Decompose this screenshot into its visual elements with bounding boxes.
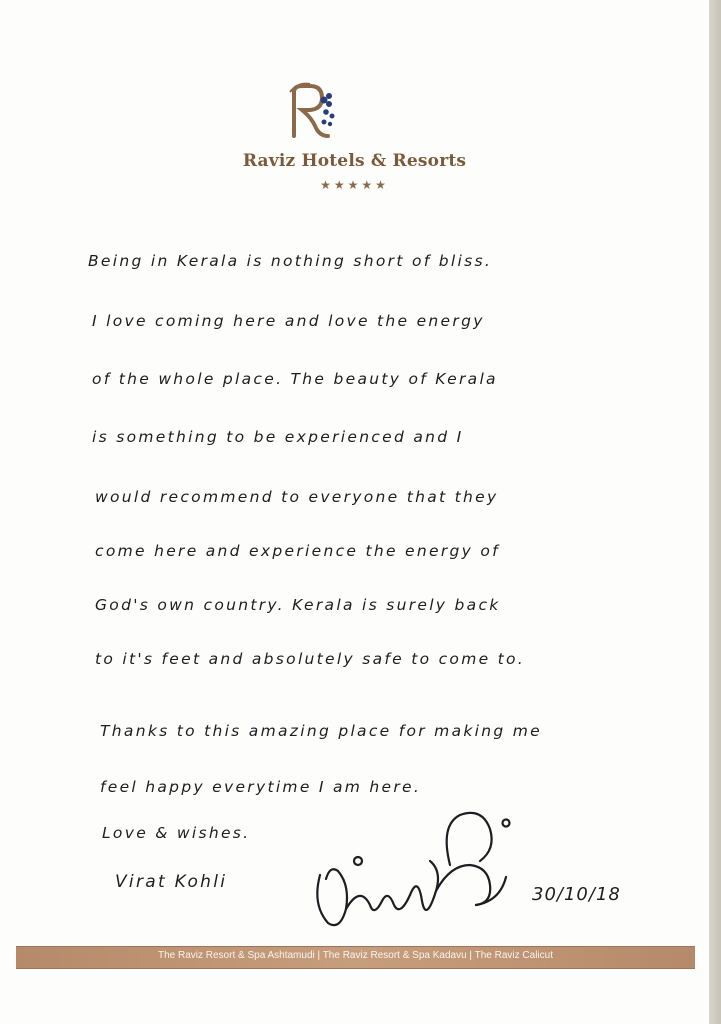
star-rating: ★★★★★	[320, 178, 389, 192]
letter-line-7: God's own country. Kerala is surely back	[95, 596, 501, 614]
brand-name: Raviz Hotels & Resorts	[242, 151, 467, 171]
raviz-logo-icon	[280, 78, 340, 144]
letter-line-3: of the whole place. The beauty of Kerala	[92, 370, 498, 388]
footer-bar	[16, 946, 695, 969]
signer-name: Virat Kohli	[115, 872, 228, 892]
letter-line-5: would recommend to everyone that they	[95, 488, 499, 506]
handwritten-signature-icon	[300, 805, 530, 935]
letter-line-2: I love coming here and love the energy	[92, 312, 485, 330]
closing-line: Love & wishes.	[102, 824, 251, 842]
footer-text: The Raviz Resort & Spa Ashtamudi | The Raviz Resort & Spa Kadavu | The Raviz Calicut	[157, 950, 553, 961]
letter-line-10: feel happy everytime I am here.	[100, 778, 422, 796]
letter-line-8: to it's feet and absolutely safe to come to.	[95, 650, 526, 668]
letter-line-6: come here and experience the energy of	[95, 542, 500, 560]
letter-date: 30/10/18	[532, 884, 621, 905]
paper-edge-shadow	[709, 0, 721, 1024]
letter-line-4: is something to be experienced and I	[92, 428, 464, 446]
letter-line-1: Being in Kerala is nothing short of bliss.	[88, 252, 493, 270]
letter-line-9: Thanks to this amazing place for making me	[100, 722, 542, 740]
